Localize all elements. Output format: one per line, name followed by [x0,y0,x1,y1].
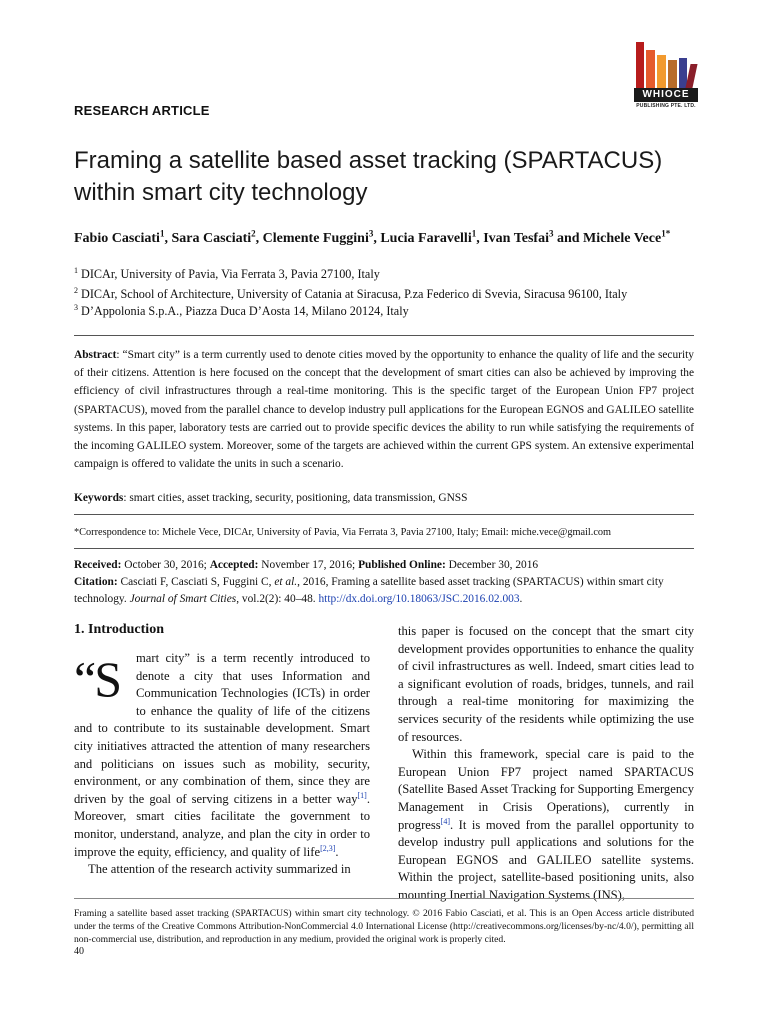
citation-end: . [519,593,523,605]
logo-bars [636,42,696,88]
affiliation-mark: 3 [74,302,78,312]
author-affiliation-mark: 1 [471,228,477,239]
author: Sara Casciati [171,231,252,246]
citation-text: , 2016, Framing a satellite based asset tracking (SPARTACUS) within smart city technology. [74,576,664,605]
logo-bar-6 [685,64,697,88]
body-column-left [74,650,370,879]
paragraph [398,746,694,904]
citation-label: Citation: [74,576,118,588]
logo-bar-3 [657,55,666,88]
license-footer: Framing a satellite based asset tracking (SPARTACUS) within smart city technology. © 2016 Fabio Casciati, et al. This is an Open Access article distributed under the terms of the Creative Commons Attribution-NonCommercial 4.0 International License (http://creativecommons.org/licenses/by-nc/4.0/), permitting all non-commercial use, distribution, and reproduction in any medium, provided the original work is properly cited. [74,908,694,945]
author-affiliation-mark: 1 [159,228,165,239]
published-label: Published Online: [358,559,446,571]
logo-bar-4 [668,60,677,88]
author: Ivan Tesfai [483,231,549,246]
citation-et-al: et al. [274,576,298,588]
affiliation-mark: 2 [74,285,78,295]
keywords-label: Keywords [74,492,124,504]
logo-word: WHIOCE [634,88,698,102]
affiliation-text: D’Appolonia S.p.A., Piazza Duca D’Aosta 14, Milano 20124, Italy [78,304,409,318]
received-date: October 30, 2016; [121,559,210,571]
affiliation-text: DICAr, University of Pavia, Via Ferrata 3, Pavia 27100, Italy [78,267,380,281]
author-affiliation-mark: 3 [368,228,374,239]
body-column-right [398,623,694,905]
keywords-text: : smart cities, asset tracking, security, positioning, data transmission, GNSS [123,492,468,504]
received-label: Received: [74,559,122,571]
author: Michele Vece [583,231,662,246]
author-affiliation-mark: 1* [661,228,671,239]
citation [74,574,694,608]
paragraph-text: mart city” is a term recently introduced to denote a city that uses Information and Communication Technologies (ICTs) in order to enhance the quality of life of the citizens and to contribute to its sustainable development. Smart city initiatives attracted the attention of many researchers and politicians on issues such as mobility, security, environment, or any combination of them, since they are driven by the goal of serving citizens in a better way [74,651,370,806]
accepted-date: November 17, 2016; [258,559,359,571]
paragraph: this paper is focused on the concept that the smart city development provides opportunities to enhance the quality of civil infrastructures as well. Indeed, smart cities lead to a significant evolution of roads, bridges, tunnels, and rail through a real-time monitoring for maximizing the services security of the residents while optimizing the use of resources. [398,624,694,744]
abstract-label: Abstract [74,349,117,361]
author: Fabio Casciati [74,231,160,246]
affiliation-3 [74,303,714,319]
paragraph-text: . Moreover, smart cities facilitate the government to monitor, understand, analyze, and plan the city in order to improve the equity, efficiency, and quality of life [74,791,370,859]
doi-link[interactable]: http://dx.doi.org/10.18063/JSC.2016.02.003 [318,593,520,605]
article-type: RESEARCH ARTICLE [74,103,210,118]
affiliation-1 [74,266,714,282]
title-line-1: Framing a satellite based asset tracking (SPARTACUS) [74,147,663,174]
author: Lucia Faravelli [380,231,472,246]
paragraph-text: . [335,844,339,859]
paragraph-text: Within this framework, special care is paid to the European Union FP7 project named SPARTACUS (Satellite Based Asset Tracking for Supporting Emergency Management in Crisis Operations), currently in progress [398,747,694,832]
paragraph-text: . It is moved from the parallel opportunity to develop industry pull applications and solutions for the European EGNOS and GALILEO satellite systems. Within the project, satellite-based positioning units, also mounting Inertial Navigation Systems (INS), [398,817,694,902]
citation-ref[interactable]: [1] [357,790,367,800]
separator: , [255,231,263,246]
author: Clemente Fuggini [262,231,369,246]
logo-bar-1 [636,42,644,88]
accepted-label: Accepted: [209,559,259,571]
paragraph: The attention of the research activity summarized in [88,862,351,877]
publisher-logo [634,42,698,112]
published-date: December 30, 2016 [445,559,539,571]
affiliation-text: DICAr, School of Architecture, University of Catania at Siracusa, P.za Federico di Svevia, Siracusa 96100, Italy [78,287,628,301]
citation-text: Casciati F, Casciati S, Fuggini C, [117,576,275,588]
logo-bar-2 [646,50,655,88]
author-affiliation-mark: 2 [251,228,256,239]
citation-text: , vol.2(2): 40–48. [236,593,319,605]
keywords [74,489,694,507]
citation-journal: Journal of Smart Cities [129,593,237,605]
affiliation-mark: 1 [74,265,78,275]
divider [74,548,694,549]
correspondence-note: *Correspondence to: Michele Vece, DICAr, University of Pavia, Via Ferrata 3, Pavia 27100, Italy; Email: miche.vece@gmail.com [74,527,612,538]
author-affiliation-mark: 3 [548,228,554,239]
affiliation-2 [74,286,714,302]
separator: , [476,231,484,246]
logo-subtitle: PUBLISHING PTE. LTD. [636,103,696,109]
section-heading: 1. Introduction [74,622,164,637]
paper-title [74,145,694,209]
publication-dates [74,557,694,574]
divider [74,898,694,899]
citation-ref[interactable]: [4] [440,816,450,826]
abstract [74,346,694,473]
separator: , [373,231,381,246]
citation-ref[interactable]: [2,3] [320,843,336,853]
title-line-2: within smart city technology [74,179,368,206]
divider [74,514,694,515]
drop-cap: “S [74,651,120,707]
separator: , [164,231,172,246]
page-number: 40 [74,946,84,957]
abstract-text: : “Smart city” is a term currently used to denote cities moved by the opportunity to enhance the quality of life and the security of their citizens. Attention is here focused on the concept that the development of smart cities can also be achieved by improving the efficiency of civil infrastructures through a real-time monitoring. This is the specific target of the European Union FP7 project (SPARTACUS), moved from the parallel chance to develop industry pull applications for the European EGNOS and GALILEO satellite systems. In this paper, laboratory tests are carried out to provide specific devices the ability to run while satisfying the requirements of the incoming GALILEO system. Moreover, some of the targets are achieved within the current GPS system. An extensive experimental campaign is offered to validate the units in such a scenario. [74,349,694,471]
divider [74,335,694,336]
separator: and [553,231,584,246]
author-list [74,230,694,248]
